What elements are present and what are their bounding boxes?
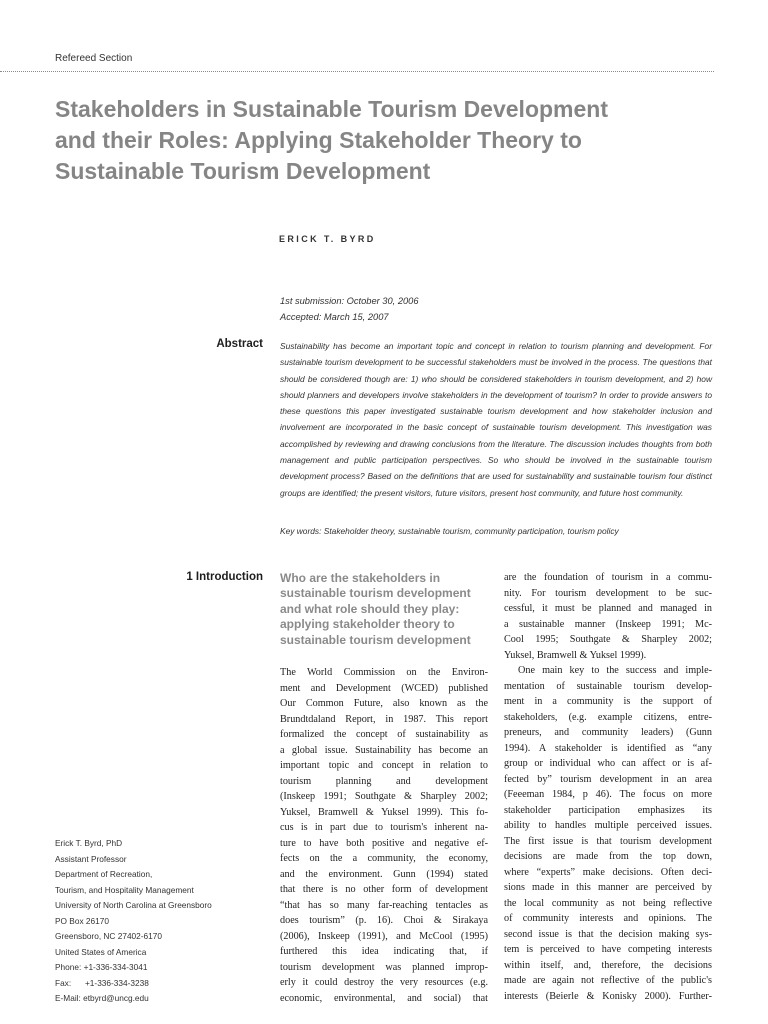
- text-line: ment in a community is the support of: [504, 696, 712, 707]
- text-line: nity. For tourism development to be suc-: [504, 587, 712, 599]
- text-line: important topic and concept in relation to: [280, 760, 488, 771]
- text-line: tourism planning and development: [280, 775, 488, 787]
- text-line: stakeholders, (e.g. example citizens, entre-: [504, 711, 712, 723]
- text-line: economic, environmental, and social) that: [280, 992, 488, 1004]
- text-line: erly it could destroy the very resources (e.g.: [280, 977, 488, 988]
- text-line: stakeholder participation emphasizes its: [504, 804, 712, 816]
- subheading-line: Who are the stakeholders in: [280, 571, 441, 585]
- text-line: and the environment. Gunn (1994) stated: [280, 868, 488, 880]
- text-line: furthered this idea indicating that, if: [280, 946, 488, 957]
- affiliation-line: E-Mail: etbyrd@uncg.edu: [55, 993, 149, 1003]
- text-line: a global issue. Sustainability has become an: [280, 744, 488, 756]
- text-line: ability to handles multiple perceived issues.: [504, 820, 712, 831]
- affiliation-line: Fax: +1-336-334-3238: [55, 977, 149, 988]
- title-line: Stakeholders in Sustainable Tourism Development: [55, 96, 608, 122]
- body-column-1: [280, 665, 488, 1006]
- text-line: within itself, and, therefore, the decisions: [504, 959, 712, 971]
- text-line: The first issue is that tourism development: [504, 835, 712, 847]
- affiliation-line: Greensboro, NC 27402-6170: [55, 931, 163, 941]
- text-line: of community interests and opinions. The: [504, 913, 712, 924]
- text-line: One main key to the success and imple-: [518, 665, 712, 676]
- subheading-line: applying stakeholder theory to: [280, 617, 455, 632]
- affiliation-line: United States of America: [55, 946, 147, 957]
- abstract-text: Sustainability has become an important topic and concept in relation to tourism planning and development. For sustainable tourism development to be successful stakeholders must be involved in the process. The questions that should be considered though are: 1) who should be considered stakeholders in tourism development, and 2) how should planners and developers involve stakeholders in the development of tourism? In order to provide answers to these questions this paper investigated sustainable tourism development and how stakeholder inclusion and involvement are incorporated in the basic concept of sustainable tourism development. This investigation was accomplished by reviewing and drawing conclusions from the literature. The discussion includes thoughts from both management and public participation perspectives. So who should be involved in the sustainable tourism development process? Based on the definitions that are used for sustainability and sustainable tourism four distinct groups are identified; the present visitors, future visitors, present host community, and future host community.: [280, 341, 712, 498]
- section-label: Refereed Section: [55, 53, 133, 64]
- text-line: (2006), Inskeep (1991), and McCool (1995): [280, 930, 488, 942]
- paper-title: [55, 94, 705, 187]
- abstract-heading: Abstract: [216, 338, 263, 350]
- text-line: Yuksel, Bramwell & Yuksel 1999).: [504, 649, 647, 661]
- text-line: second issue is that the decision making sys-: [504, 928, 712, 940]
- affiliation-line: PO Box 26170: [55, 915, 109, 926]
- text-line: formalized the concept of sustainability as: [280, 729, 488, 740]
- text-line: 1994). A stakeholder is identified as “any: [504, 742, 712, 754]
- introduction-heading: 1 Introduction: [186, 571, 263, 583]
- text-line: The World Commission on the Environ-: [280, 667, 488, 678]
- author-name: ERICK T. BYRD: [279, 234, 376, 244]
- text-line: preneurs, and community leaders) (Gunn: [504, 727, 712, 738]
- title-line: Sustainable Tourism Development: [55, 158, 431, 184]
- text-line: (Feeeman 1984, p 46). The focus on more: [504, 789, 712, 800]
- text-line: the local community as not being reflective: [504, 897, 712, 909]
- subheading-line: and what role should they play:: [280, 601, 460, 616]
- body-column-2: [504, 570, 712, 1004]
- affiliation-line: Erick T. Byrd, PhD: [55, 838, 123, 848]
- subheading-line: sustainable tourism development: [280, 586, 471, 601]
- text-line: decisions are made from the top down,: [504, 851, 712, 862]
- text-line: tem is perceived to have competing interests: [504, 944, 712, 955]
- text-line: where “experts” make decisions. Often deci-: [504, 866, 712, 878]
- text-line: tourism development was planned improp-: [280, 961, 488, 973]
- affiliation-line: Department of Recreation,: [55, 869, 153, 879]
- introduction-subheading: [280, 571, 490, 648]
- text-line: group or individual who can affect or is af-: [504, 758, 712, 769]
- text-line: interests (Beierle & Konisky 2000). Further-: [504, 990, 712, 1002]
- affiliation-line: Assistant Professor: [55, 853, 127, 864]
- text-line: cus is in part due to tourism's inherent na-: [280, 822, 488, 833]
- subheading-line: sustainable tourism development: [280, 632, 471, 647]
- text-line: Cool 1995; Southgate & Sharpley 2002;: [504, 634, 712, 645]
- keywords: Key words: Stakeholder theory, sustainable tourism, community participation, tourism policy: [280, 526, 619, 536]
- text-line: Brundtdaland Report, in 1987. This report: [280, 713, 488, 725]
- text-line: mentation of sustainable tourism develop-: [504, 680, 712, 692]
- text-line: made are again not reflective of the public's: [504, 975, 712, 986]
- text-line: are the foundation of tourism in a commu-: [504, 572, 712, 583]
- affiliation-line: Tourism, and Hospitality Management: [55, 884, 194, 895]
- text-line: Yuksel, Bramwell & Yuksel 1999). This fo-: [280, 806, 488, 818]
- text-line: fected by” tourism development in an area: [504, 773, 712, 785]
- text-line: cessful, it must be planned and managed in: [504, 603, 712, 614]
- text-line: (Inskeep 1991; Southgate & Sharpley 2002;: [280, 791, 488, 802]
- text-line: sions made in this manner are perceived by: [504, 882, 712, 893]
- affiliation-line: Phone: +1-336-334-3041: [55, 962, 148, 972]
- submission-dates: [280, 293, 419, 325]
- text-line: “that has so many far-reaching tentacles as: [280, 899, 488, 911]
- author-affiliation: [55, 836, 212, 1007]
- text-line: fects on the a community, the economy,: [280, 853, 488, 864]
- accepted-date: Accepted: March 15, 2007: [280, 312, 389, 322]
- text-line: ture to have both positive and negative ef-: [280, 837, 488, 849]
- header-divider: [0, 71, 714, 72]
- text-line: ment and Development (WCED) published: [280, 682, 488, 694]
- text-line: Our Common Future, also known as the: [280, 698, 488, 709]
- title-line: and their Roles: Applying Stakeholder Theory to: [55, 127, 582, 153]
- text-line: a sustainable manner (Inskeep 1991; Mc-: [504, 618, 712, 630]
- text-line: does tourism” (p. 16). Choi & Sirakaya: [280, 915, 488, 926]
- affiliation-line: University of North Carolina at Greensboro: [55, 900, 212, 910]
- first-submission: 1st submission: October 30, 2006: [280, 296, 419, 306]
- text-line: that there is no other form of development: [280, 884, 488, 895]
